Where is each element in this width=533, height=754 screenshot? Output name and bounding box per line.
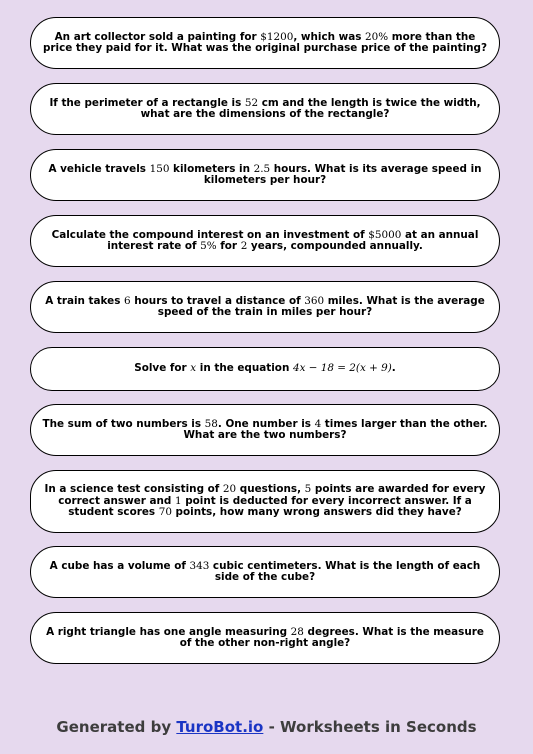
question-card-8 <box>30 470 500 533</box>
question-text: A train takes 6 hours to travel a distance of 360 miles. What is the average speed of the train in miles per hour? <box>45 294 485 318</box>
question-card-3 <box>30 149 500 201</box>
question-card-6 <box>30 347 500 391</box>
question-text: A right triangle has one angle measuring 28 degrees. What is the measure of the other non-right angle? <box>46 625 484 649</box>
question-card-4 <box>30 215 500 267</box>
question-text: In a science test consisting of 20 questions, 5 points are awarded for every correct answer and 1 point is deducted for every incorrect answer. If a student scores 70 points, how many wrong answers did they have? <box>44 483 486 519</box>
question-card-10 <box>30 612 500 664</box>
footer <box>0 718 533 736</box>
question-text: A vehicle travels 150 kilometers in 2.5 hours. What is its average speed in kilometers per hour? <box>48 162 482 186</box>
question-card-1 <box>30 17 500 69</box>
question-text: Calculate the compound interest on an investment of $5000 at an annual interest rate of 5% for 2 years, compounded annually. <box>51 228 479 252</box>
question-card-5 <box>30 281 500 333</box>
question-text: An art collector sold a painting for $1200, which was 20% more than the price they paid for it. What was the original purchase price of the painting? <box>42 30 488 54</box>
question-text: The sum of two numbers is 58. One number is 4 times larger than the other. What are the two numbers? <box>42 417 488 441</box>
question-card-2 <box>30 83 500 135</box>
turobot-link[interactable]: TuroBot.io <box>176 718 264 736</box>
footer-prefix: Generated by <box>56 718 177 736</box>
question-card-7 <box>30 404 500 456</box>
question-text: If the perimeter of a rectangle is 52 cm and the length is twice the width, what are the dimensions of the rectangle? <box>49 96 481 120</box>
question-card-9 <box>30 546 500 598</box>
question-text: Solve for x in the equation 4x − 18 = 2(x + 9). <box>134 362 396 375</box>
question-text: A cube has a volume of 343 cubic centimeters. What is the length of each side of the cube? <box>49 559 481 583</box>
footer-suffix: - Worksheets in Seconds <box>263 718 477 736</box>
